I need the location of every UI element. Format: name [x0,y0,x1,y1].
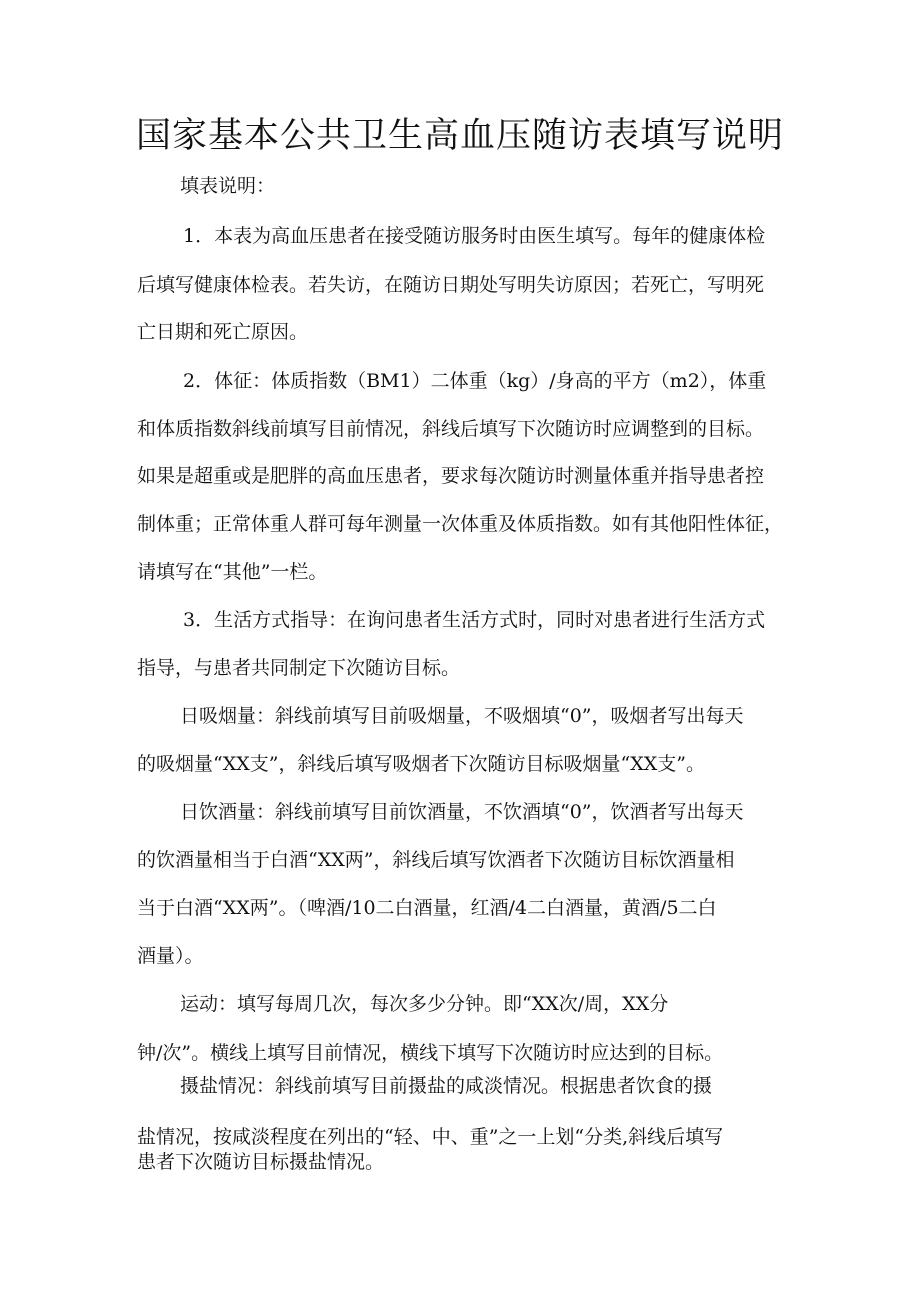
paragraph-line: 的饮酒量相当于白酒“XX两”，斜线后填写饮酒者下次随访目标饮酒量相 [137,849,735,871]
paragraph-line: 和体质指数斜线前填写目前情况，斜线后填写下次随访时应调整到的目标。 [137,418,765,440]
paragraph-line: 2．体征：体质指数（BM1）二体重（kg）/身高的平方（m2），体重 [183,370,767,392]
paragraph-line: 请填写在“其他”一栏。 [137,561,328,583]
paragraph-line: 亡日期和死亡原因。 [137,321,309,343]
paragraph-line: 钟/次”。横线上填写目前情况，横线下填写下次随访时应达到的目标。 [137,1042,724,1064]
paragraph-line: 盐情况，按咸淡程度在列出的“轻、中、重”之一上划“分类,斜线后填写 [137,1126,724,1148]
paragraph-line: 的吸烟量“XX支”，斜线后填写吸烟者下次随访目标吸烟量“XX支”。 [137,753,705,775]
document-title: 国家基本公共卫生高血压随访表填写说明 [135,116,784,156]
paragraph-line: 运动：填写每周几次，每次多少分钟。即“XX次/周，XX分 [180,993,669,1015]
paragraph-line: 制体重；正常体重人群可每年测量一次体重及体质指数。如有其他阳性体征， [137,513,784,535]
paragraph-line: 3．生活方式指导：在询问患者生活方式时，同时对患者进行生活方式 [183,609,766,631]
paragraph-line: 患者下次随访目标摄盐情况。 [137,1151,385,1173]
paragraph-line: 指导，与患者共同制定下次随访目标。 [137,657,461,679]
paragraph-line: 当于白酒“XX两”。（啤酒/10二白酒量，红酒/4二白酒量，黄酒/5二白 [137,897,717,919]
paragraph-line: 酒量）。 [137,945,204,967]
paragraph-line: 日饮酒量：斜线前填写目前饮酒量，不饮酒填“0”，饮酒者写出每天 [180,801,744,823]
paragraph-line: 如果是超重或是肥胖的高血压患者，要求每次随访时测量体重并指导患者控 [137,465,765,487]
paragraph-line: 摄盐情况：斜线前填写目前摄盐的咸淡情况。根据患者饮食的摄 [180,1075,713,1097]
intro-heading: 填表说明： [180,175,276,197]
paragraph-line: 日吸烟量：斜线前填写目前吸烟量，不吸烟填“0”，吸烟者写出每天 [180,705,744,727]
paragraph-line: 后填写健康体检表。若失访，在随访日期处写明失访原因；若死亡，写明死 [137,274,765,296]
paragraph-line: 1．本表为高血压患者在接受随访服务时由医生填写。每年的健康体检 [183,225,766,247]
